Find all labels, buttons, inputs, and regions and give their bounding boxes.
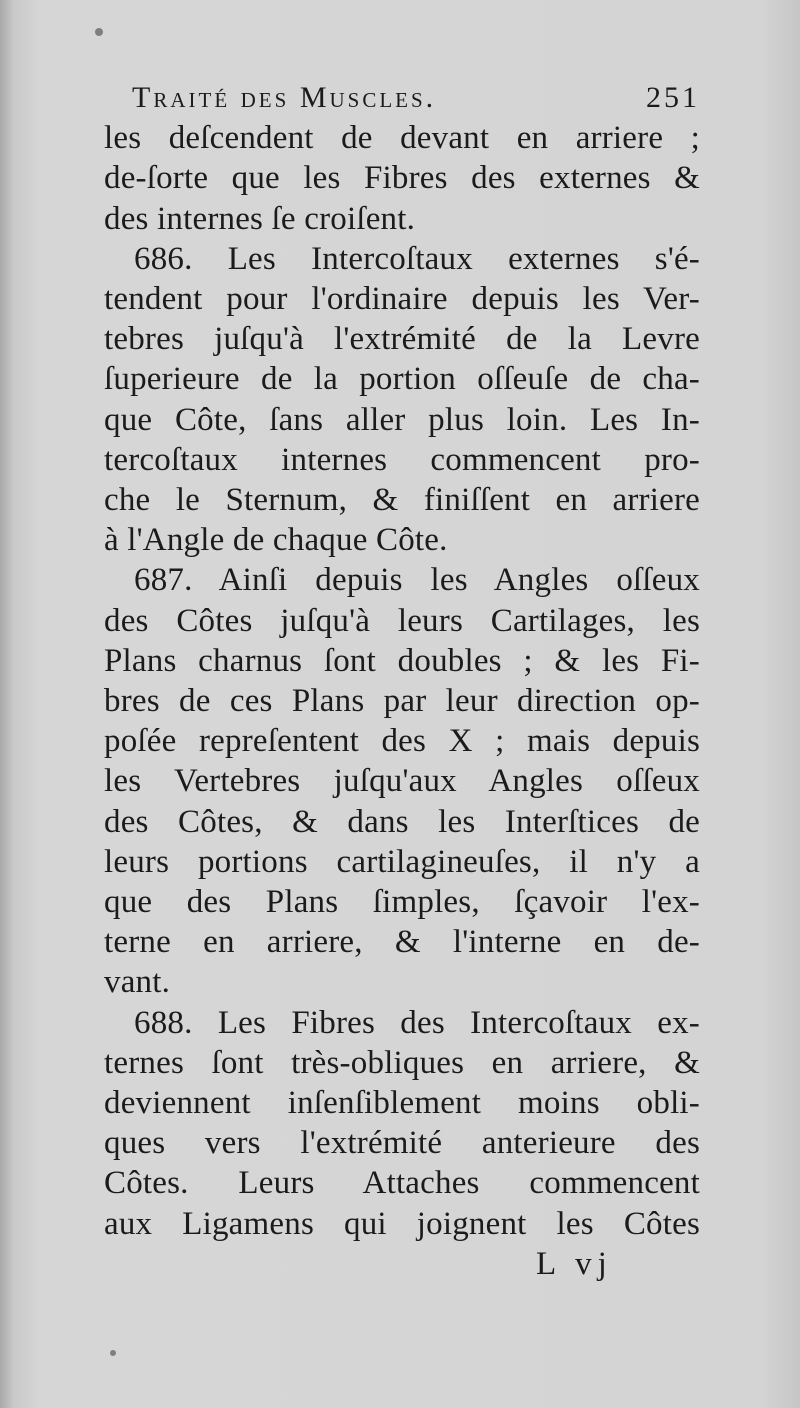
text-line: les Vertebres juſqu'aux Angles oſſeux	[104, 763, 700, 800]
text-line: des Côtes juſqu'à leurs Cartilages, les	[104, 602, 700, 639]
ink-spot	[95, 28, 103, 36]
text-line: les deſcendent de devant en arriere ;	[104, 120, 700, 157]
paragraph-687-start: 687. Ainſi depuis les Angles oſſeux	[134, 562, 700, 599]
text-line: que Côte, ſans aller plus loin. Les In-	[104, 401, 700, 438]
text-line: tercoſtaux internes commencent pro-	[104, 441, 700, 478]
text-line: terne en arriere, & l'interne en de-	[104, 924, 700, 961]
text-line: tendent pour l'ordinaire depuis les Ver-	[104, 281, 700, 317]
text-line: des Côtes, & dans les Interſtices de	[104, 803, 700, 840]
text-line: ques vers l'extrémité anterieure des	[104, 1125, 700, 1162]
text-line: Côtes. Leurs Attaches commencent	[104, 1165, 700, 1202]
text-line: ſuperieure de la portion oſſeuſe de cha-	[104, 361, 700, 398]
paragraph-686-start: 686. Les Intercoſtaux externes s'é-	[134, 240, 700, 277]
text-line: tebres juſqu'à l'extrémité de la Levre	[104, 321, 700, 358]
text-line: Plans charnus ſont doubles ; & les Fi-	[104, 642, 700, 679]
text-line: che le Sternum, & finiſſent en arriere	[104, 482, 700, 519]
text-line: que des Plans ſimples, ſçavoir l'ex-	[104, 884, 700, 921]
text-line: ternes ſont très-obliques en arriere, &	[104, 1044, 700, 1081]
page-number: 251	[646, 81, 700, 114]
running-title: Traité des Muscles.	[132, 81, 437, 114]
text-line: vant.	[104, 964, 171, 1001]
page-text	[104, 78, 700, 1244]
signature-mark: L vj	[536, 1246, 613, 1282]
text-line: leurs portions cartilagineuſes, il n'y a	[104, 843, 700, 880]
text-line: poſée repreſentent des X ; mais depuis	[104, 723, 700, 760]
text-line: de-ſorte que les Fibres des externes &	[104, 160, 700, 197]
paragraph-688-start: 688. Les Fibres des Intercoſtaux ex-	[134, 1004, 700, 1041]
text-line: aux Ligamens qui joignent les Côtes	[104, 1205, 700, 1242]
text-line: bres de ces Plans par leur direction op-	[104, 683, 700, 720]
text-line: à l'Angle de chaque Côte.	[104, 522, 448, 559]
text-line: des internes ſe croiſent.	[104, 200, 416, 237]
text-line: deviennent inſenſiblement moins obli-	[104, 1085, 700, 1122]
running-header	[132, 78, 700, 118]
ink-spot	[110, 1350, 116, 1356]
